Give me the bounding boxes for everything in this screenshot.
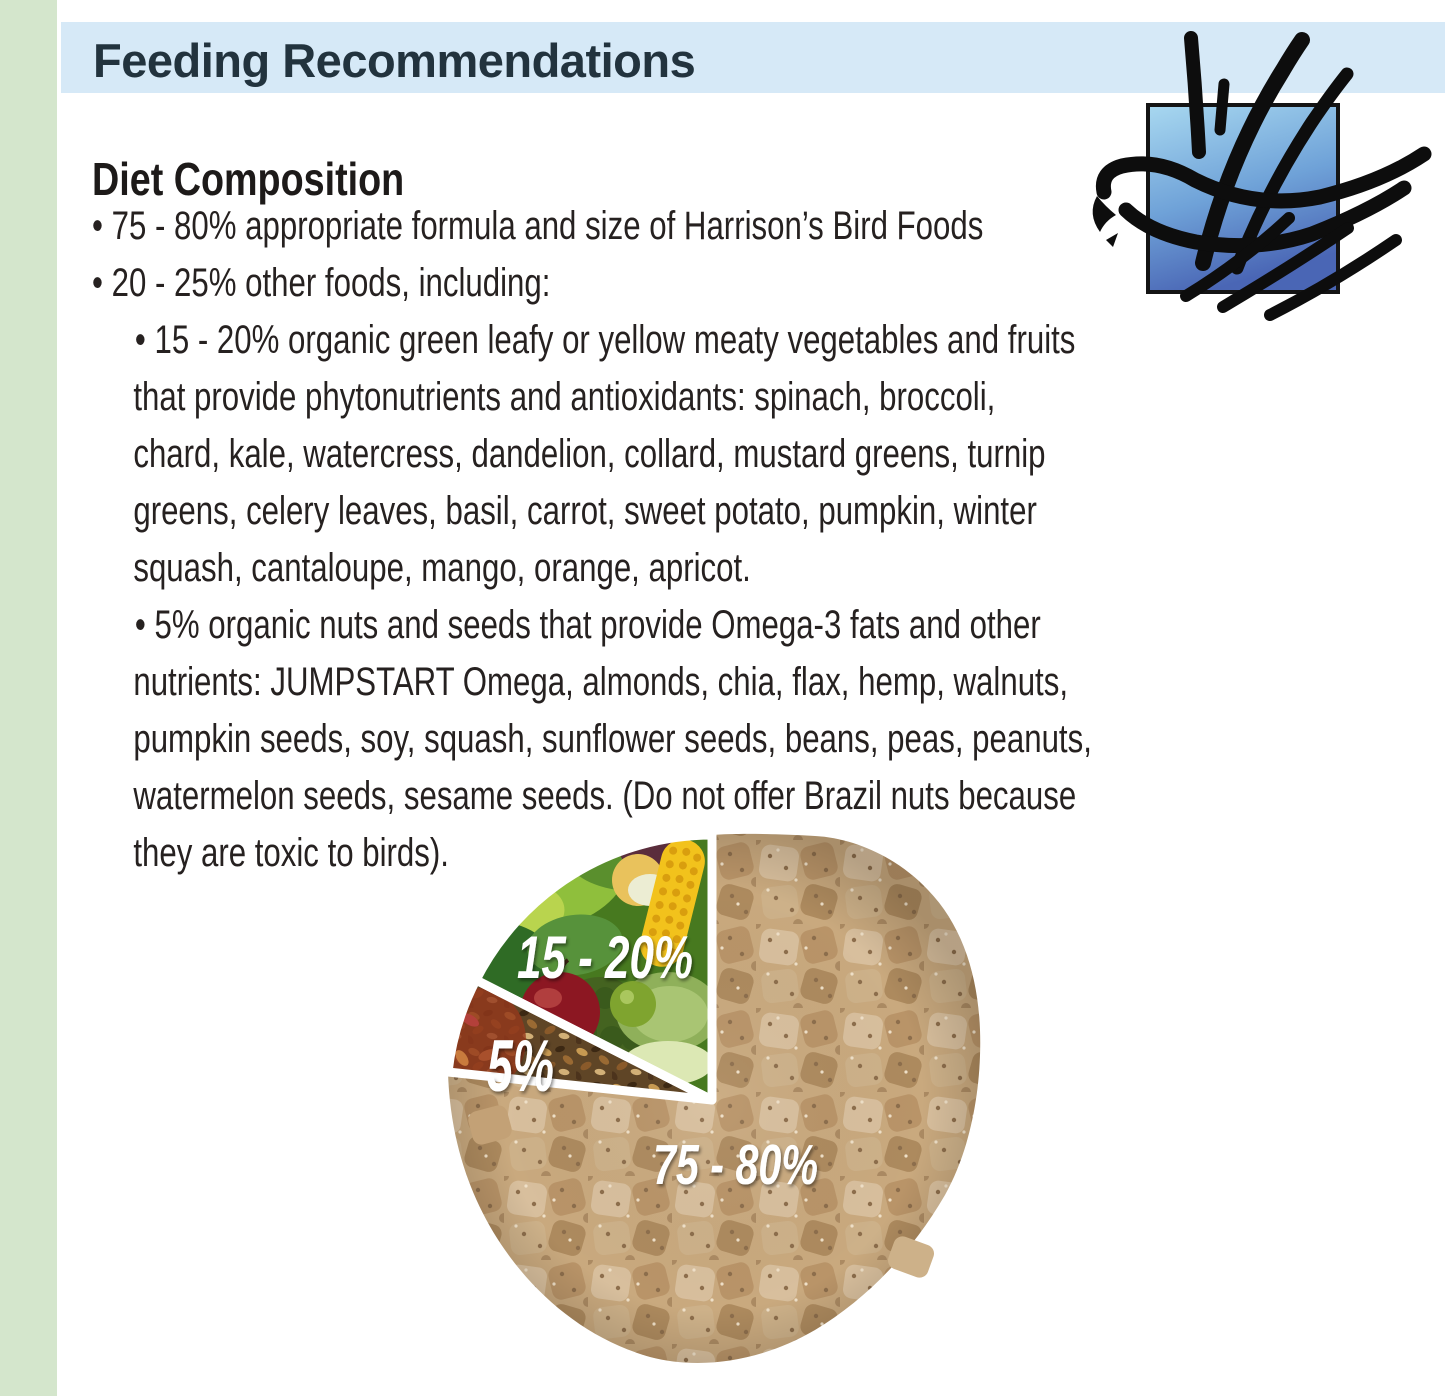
bullet-line: greens, celery leaves, basil, carrot, sweet potato, pumpkin, winter	[133, 489, 1037, 533]
diet-composition-heading: Diet Composition	[92, 153, 405, 205]
bullet-line: that provide phytonutrients and antioxidants: spinach, broccoli,	[133, 375, 996, 419]
bullet-line: nutrients: JUMPSTART Omega, almonds, chia, flax, hemp, walnuts,	[133, 660, 1068, 704]
diet-list	[92, 198, 1184, 882]
pie-label-seeds: 5%	[487, 1026, 554, 1107]
left-green-stripe	[0, 0, 57, 1396]
bullet-line: pumpkin seeds, soy, squash, sunflower seeds, beans, peas, peanuts,	[133, 717, 1092, 761]
diet-pie-chart	[430, 820, 1000, 1396]
page-title: Feeding Recommendations	[93, 34, 696, 87]
pie-label-vegetables: 15 - 20%	[517, 924, 693, 991]
bullet-line: • 15 - 20% organic green leafy or yellow meaty vegetables and fruits	[134, 318, 1076, 362]
bullet-line: • 5% organic nuts and seeds that provide Omega-3 fats and other	[134, 603, 1041, 647]
bullet-line: squash, cantaloupe, mango, orange, apricot.	[133, 546, 751, 590]
bullet-line: • 20 - 25% other foods, including:	[92, 261, 551, 305]
bullet-line: they are toxic to birds).	[133, 831, 449, 875]
bullet-line: watermelon seeds, sesame seeds. (Do not offer Brazil nuts because	[133, 774, 1077, 818]
bullet-line: • 75 - 80% appropriate formula and size of Harrison’s Bird Foods	[92, 204, 984, 248]
pie-label-pellets: 75 - 80%	[653, 1133, 818, 1197]
bullet-line: chard, kale, watercress, dandelion, collard, mustard greens, turnip	[133, 432, 1046, 476]
